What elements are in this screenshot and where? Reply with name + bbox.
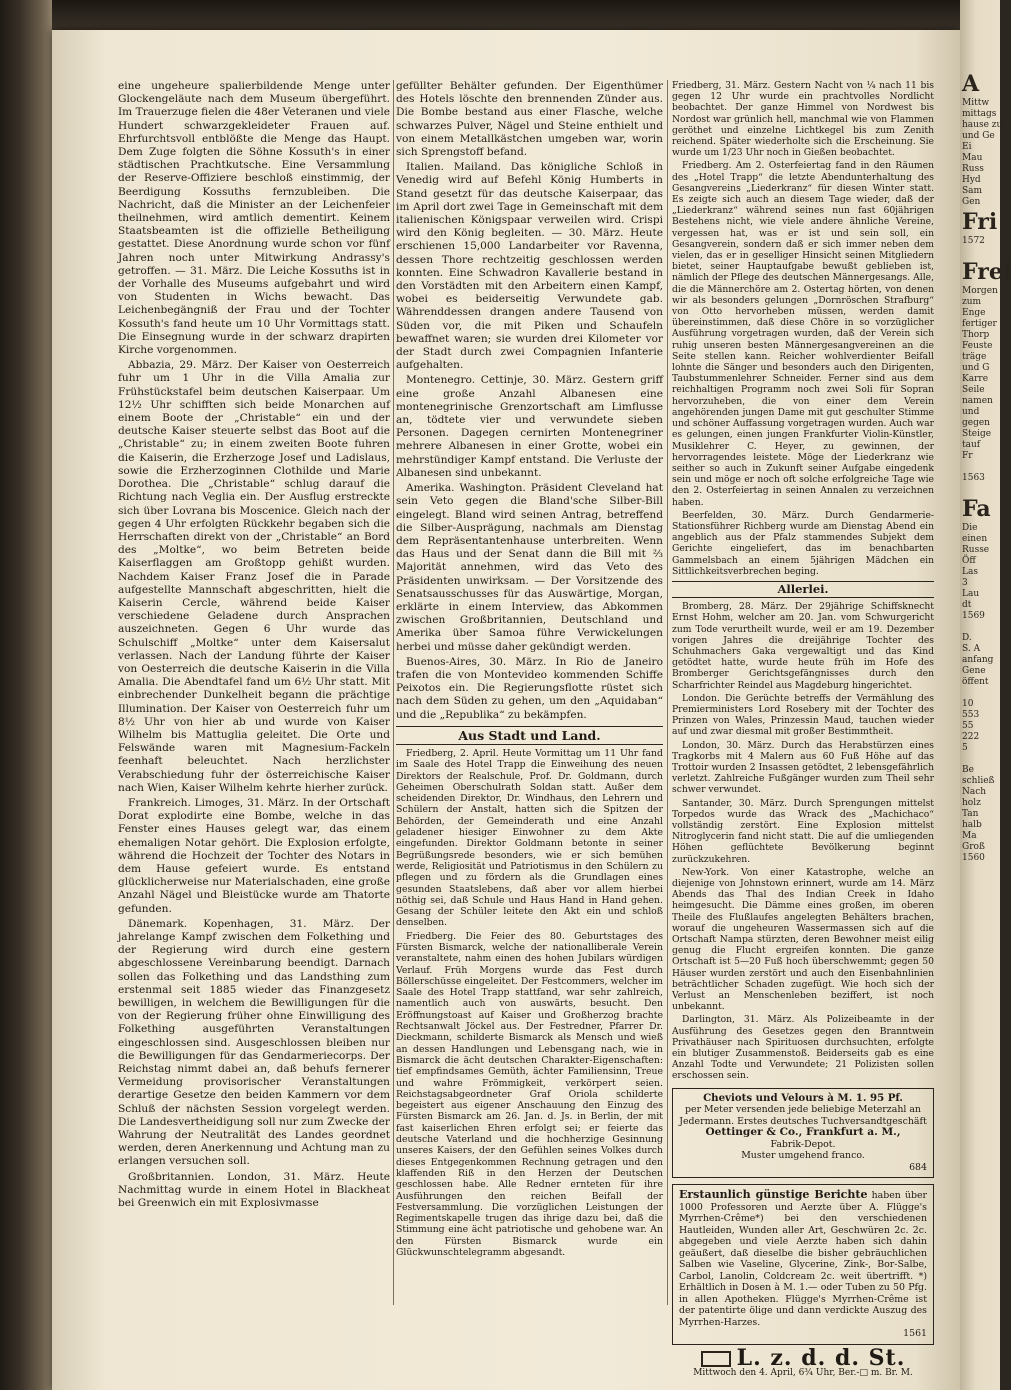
adjacent-page-fragment: einen [962, 534, 988, 544]
adjacent-page-fragment: holz [962, 798, 981, 808]
adjacent-page-fragment: Russe [962, 545, 990, 555]
article-paragraph: Friedberg. Die Feier des 80. Geburtstages des Fürsten Bismarck, welche der nationalliberale Verein veranstaltete, nahm einen des hohen Jubilars würdigen Verlauf. Früh Morgens wurde das Fest durch Böllerschüsse eingeleitet. Der Festcommers, welcher im Saale des Hotel Trapp stattfand, war sehr zahlreich, namentlich auch von auswärts, besucht. Den Eröffnungstoast auf Kaiser und Großherzog brachte Rechtsanwalt Jöckel aus. Der Festredner, Pfarrer Dr. Dieckmann, schilderte Bismarck als Mensch und wieß an dessen Handlungen und Lebensgang nach, wie in Bismarck die ächt deutschen Charakter-Eigenschaften: tief empfindsames Gemüth, ächter Familiensinn, Treue und wahre Frömmigkeit, verkörpert seien. Reichstagsabgeordneter Graf Oriola schilderte begeistert aus eigener Anschauung den Einzug des Fürsten Bismarck am 26. Jan. d. Js. in Berlin, der mit fast kaiserlichen Ehren erfolgt sei; er feierte das deutsche Vaterland und die hochherzige Gesinnung unseres Kaisers, der den Gefühlen seines Volkes durch dieses Entgegenkommen Rechnung getragen und den klaffenden Riß in den Herzen der Deutschen geschlossen habe. Alle Redner ernteten für ihre Ausführungen den reichen Beifall der Festversammlung. Die vorzüglichen Leistungen der Regimentskapelle trugen das ihrige dazu bei, daß die Stimmung eine ächt patriotische und gehobene war. An den Fürsten Bismarck wurde ein Glückwunschtelegramm abgesandt. [396, 930, 663, 1259]
article-paragraph: Amerika. Washington. Präsident Cleveland hat sein Veto gegen die Bland'sche Silber-Bill eingelegt. Bland wird seinen Antrag, betreffend die Silber-Ausprägung, nachmals am Dienstag dem Repräsentantenhause unterbreiten. Wenn das Haus und der Senat dann die Bill mit ⅔ Majorität annehmen, wird das Veto des Präsidenten unwirksam. — Der Vorsitzende des Senatsausschusses für das Auswärtige, Morgan, erklärte in einem Interview, das Abkommen zwischen Großbritannien, Deutschland und Amerika über Samoa führe Verwickelungen herbei und müsse daher gekündigt werden. [396, 482, 663, 653]
adjacent-page-fragment: 5 [962, 743, 968, 753]
column-2 [396, 80, 663, 1310]
ad-firm: Oettinger & Co., Frankfurt a. M., [705, 1126, 901, 1139]
adjacent-page-fragment: Sam [962, 186, 983, 196]
article-paragraph: Beerfelden, 30. März. Durch Gendarmerie-Stationsführer Richberg wurde am Dienstag Abend ein angeblich aus der Pfalz stammendes Subjekt dem Gerichte eingeliefert, das im benachbarten Gammelsbach an einem 5jährigen Mädchen ein Sittlichkeitsverbrechen beging. [672, 509, 934, 577]
article-paragraph: London, 30. März. Durch das Herabstürzen eines Tragkorbs mit 4 Malern aus 60 Fuß Höhe auf das Trottoir wurden 2 Insassen getödtet, 2 lebensgefährlich verletzt. Zahlreiche Fußgänger wurden zum Theil sehr schwer verwundet. [672, 739, 934, 796]
adjacent-page-fragment: Fa [962, 496, 991, 522]
adjacent-page-fragment: dt [962, 600, 972, 610]
adjacent-page-fragment: Die [962, 523, 978, 533]
ad-code: 684 [909, 1161, 927, 1173]
adjacent-page-fragment: Frei [962, 259, 1011, 285]
adjacent-page-fragment: 55 [962, 721, 974, 731]
adjacent-page-fragment: öffent [962, 677, 989, 687]
column-1 [118, 80, 390, 1310]
advertisement-myrrhen-creme [672, 1184, 934, 1345]
adjacent-page-fragment: Enge [962, 308, 986, 318]
lodge-notice [672, 1344, 934, 1371]
ad-title: Cheviots und Velours à M. 1. 95 Pf. [703, 1091, 903, 1104]
page-top-shadow [52, 0, 1000, 30]
adjacent-page-fragment: Feuste [962, 341, 993, 351]
adjacent-page-fragment: Hyd [962, 175, 981, 185]
adjacent-page-fragment: Gene [962, 666, 986, 676]
ad-text: per Meter versenden jede beliebige Meterzahl an Jedermann. Erstes deutsches Tuchversandtgeschäft [679, 1104, 927, 1127]
adjacent-page-fragment: mittags [962, 109, 997, 119]
adjacent-page-fragment: hause zu [962, 120, 1003, 130]
adjacent-page-fragment: 1572 [962, 236, 985, 246]
adjacent-page-fragment: und Ge [962, 131, 995, 141]
article-paragraph: Großbritannien. London, 31. März. Heute Nachmittag wurde in einem Hotel in Blackheat bei Greenwich ein mit Explosivmasse [118, 1170, 390, 1210]
adjacent-page-fragment: Russ [962, 164, 984, 174]
adjacent-page-fragment [962, 688, 1000, 699]
adjacent-page-fragment: Fri [962, 209, 998, 235]
adjacent-page-fragment: namen [962, 396, 993, 406]
ad-firm-sub: Fabrik-Depot. [770, 1138, 836, 1150]
article-paragraph: Santander, 30. März. Durch Sprengungen mittelst Torpedos wurde das Wrack des „Machichaco“ vollständig zerstört. Eine Explosion mittelst Nitroglycerin fand nicht statt. Die auf die umliegenden Höhen geflüchtete Bevölkerung beginnt zurückzukehren. [672, 797, 934, 865]
article-paragraph: Buenos-Aires, 30. März. In Rio de Janeiro trafen die von Montevideo kommenden Schiffe Peixotos ein. Die Regierungsflotte rüstet sich nach dem Süden zu gehen, um den „Aquidaban“ und die „Republika“ zu bekämpfen. [396, 655, 663, 721]
adjacent-page-fragment: fertiger [962, 319, 997, 329]
article-paragraph: eine ungeheure spalierbildende Menge unter Glockengeläute nach dem Museum übergeführt. Im Trauerzuge fielen die 48er Veteranen und viele Hundert schwarzgekleideter Frauen auf. Ehrfurchtsvoll entblößte die Menge das Haupt. Dem Zuge folgten die Söhne Kossuth's in einer städtischen Prachtkutsche. Eine Versammlung der Reserve-Offiziere beschloß einstimmig, der Beerdigung Kossuths fernzubleiben. Die Nachricht, daß die Minister an der Leichenfeier theilnehmen, wird amtlich dementirt. Keinem Staatsbeamten ist die offizielle Betheiligung gestattet. Diese Anordnung wurde schon vor fünf Jahren noch unter Mitwirkung Andrassy's getroffen. — 31. März. Die Leiche Kossuths ist in der Vorhalle des Museums aufgebahrt und wird von Studenten in Wichs bewacht. Das Leichenbegängniß der Frau und der Tochter Kossuth's fand heute um 10 Uhr Vormittags statt. Die Einsegnung wurde in der schwarz drapirten Kirche vorgenommen. [118, 80, 390, 357]
adjacent-page-fragment: tauf [962, 440, 981, 450]
notice-subtitle: Mittwoch den 4. April, 6¾ Uhr, Ber.-□ m. Br. M. [693, 1367, 913, 1378]
adjacent-page-fragment: Tan [962, 809, 979, 819]
adjacent-page-fragment: 222 [962, 732, 980, 742]
book-gutter [0, 0, 52, 1390]
section-heading-stadt-und-land: Aus Stadt und Land. [396, 726, 663, 745]
adjacent-page-fragment: Mittw [962, 98, 990, 108]
adjacent-page-fragment: Groß [962, 842, 985, 852]
article-paragraph: Abbazia, 29. März. Der Kaiser von Oesterreich fuhr um 1 Uhr in die Villa Amalia zur Frühstückstafel beim deutschen Kaiserpaar. Um 12½ Uhr schifften sich beide Monarchen auf einem Boote der „Christable“ ein und der deutsche Kaiser steuerte selbst das Boot auf die „Christable“ zu; in einem zweiten Boote fuhren die Kaiserin, die Erzherzoge Josef und Ladislaus, sowie die Erzherzoginnen Clothilde und Marie Dorothea. Die „Christable“ schlug darauf die Richtung nach Veglia ein. Der Ausflug erstreckte sich über Lovrana bis Moscenice. Gleich nach der gegen 4 Uhr erfolgten Rückkehr begaben sich die Herrschaften direkt von der „Christable“ an Bord des „Moltke“, wo beim Betreten beide Kaiserflaggen am Großtopp gehißt wurden. Nachdem Kaiser Franz Josef die in Parade aufgestellte Mannschaft abgeschritten, hielt die Kaiserin Cercle, während beide Kaiser verschiedene Geladene durch Ansprachen auszeichneten. Gegen 6 Uhr wurde das Schulschiff „Moltke“ unter dem Kaisersalut verlassen. Nach der Landung führte der Kaiser von Oesterreich die deutsche Kaiserin in die Villa Amalia. Die Abendtafel fand um 6½ Uhr statt. Mit einbrechender Dunkelheit begann die prächtige Illumination. Der Kaiser von Oesterreich fuhr um 8½ Uhr von hier ab und wurde von Kaiser Wilhelm bis Mattuglia geleitet. Die Orte und Felswände waren mit Magnesium-Fackeln feenhaft beleuchtet. Nach herzlichster Verabschiedung fuhr der österreichische Kaiser nach Wien, Kaiser Wilhelm kehrte hierher zurück. [118, 359, 390, 794]
adjacent-page-fragment: 10 [962, 699, 974, 709]
ad-code: 1561 [903, 1328, 927, 1340]
adjacent-page-fragment: und G [962, 363, 990, 373]
adjacent-page-fragment [962, 247, 1000, 258]
adjacent-page-text [962, 70, 1011, 1320]
adjacent-page-fragment: Ma [962, 831, 977, 841]
adjacent-page-fragment: anfang [962, 655, 994, 665]
advertisement-cheviots [672, 1088, 934, 1179]
article-paragraph: Frankreich. Limoges, 31. März. In der Ortschaft Dorat explodirte eine Bombe, welche in das Fenster eines Hauses gelegt war, das einem ehemaligen Notar gehört. Die Explosion erfolgte, während die Hochzeit der Tochter des Notars in dem Hause gefeiert wurde. Es entstand glücklicherweise nur Materialschaden, eine große Anzahl Nägel und Bleistücke wurde am Thatorte gefunden. [118, 796, 390, 915]
adjacent-page-fragment [962, 622, 1000, 633]
article-paragraph: Friedberg. Am 2. Osterfeiertag fand in den Räumen des „Hotel Trapp“ die letzte Abendunterhaltung des Gesangvereins „Liederkranz“ für diesen Winter statt. Es zeigte sich auch an diesem Tage wieder, daß der „Liederkranz“ während seines nun fast 60jährigen Bestehens nicht, wie viele andere ähnliche Vereine, vergessen hat, was er ist und sein soll, ein Gesangverein, sondern daß er sich immer neben dem vielen, das er in geselliger Hinsicht seinen Mitgliedern bietet, seiner Hauptaufgabe bewußt geblieben ist, nämlich der Pflege des deutschen Männergesangs. Alle, die die Männerchöre am 2. Ostertag hörten, von denen wir als besonders gelungen „Dornröschen Strafburg“ von Otto hervorheben müssen, werden damit übereinstimmen, daß diese Chöre in so vorzüglicher Ausführung vorgetragen wurden, daß der Verein sich ruhig unseren besten Männergesangvereinen an die Seite stellen kann. Reicher wohlverdienter Beifall lohnte die Sänger und besonders auch den Dirigenten, Taubstummenlehrer Schneider. Ferner sind aus dem reichhaltigen Programm noch zwei Soli für Sopran hervorzuheben, die von einer dem Verein angehörenden jungen Dame mit gut geschulter Stimme und schöner Auffassung vorgetragen wurden. Auch war es gelungen, einen jungen Frankfurter Violin-Künstler, Musiklehrer C. Heyer, zu gewinnen, der hervorragendes leistete. Möge der Liederkranz wie seither so auch in Zukunft seiner Aufgabe eingedenk sein und möge er noch oft solche erfolgreiche Tage wie den 2. Osterfeiertag in seinen Annalen zu verzeichnen haben. [672, 160, 934, 508]
adjacent-page-fragment: A [962, 71, 980, 97]
adjacent-page-fragment: schließ [962, 776, 995, 786]
adjacent-page-fragment: träge [962, 352, 987, 362]
adjacent-page-fragment: Öff [962, 556, 976, 566]
article-paragraph: Friedberg, 2. April. Heute Vormittag um 11 Uhr fand im Saale des Hotel Trapp die Einweihung des neuen Direktors der Realschule, Prof. Dr. Goldmann, durch Geheimen Oberschulrath Soldan statt. Außer dem scheidenden Direktor, Dr. Windhaus, den Lehrern und Schülern der Anstalt, hatten sich die Spitzen der Behörden, der Gemeinderath und eine Anzahl geladener hiesiger Einwohner zu dem Akte eingefunden. Direktor Goldmann betonte in seiner Begrüßungsrede besonders, wie er sich bemühen werde, Religiosität und Patriotismus in den Schülern zu pflegen und zu fördern als die Grundlagen eines gesunden Staatslebens, daß aber vor allem hierbei nöthig sei, daß Schule und Haus Hand in Hand gehen. Gesang der Schüler leitete den Akt ein und schloß denselben. [396, 747, 663, 929]
adjacent-page-fragment: zum [962, 297, 982, 307]
adjacent-page-fragment: 1563 [962, 473, 985, 483]
adjacent-page-fragment: S. A [962, 644, 981, 654]
adjacent-page-fragment: halb [962, 820, 982, 830]
adjacent-page-fragment: Fr [962, 451, 973, 461]
article-paragraph: gefüllter Behälter gefunden. Der Eigenthümer des Hotels löschte den brennenden Zünder aus. Die Bombe bestand aus einer Flasche, welche schwarzes Pulver, Nägel und Steine enthielt und von einem Metallkästchen umgeben war, worin sich Sprengstoff befand. [396, 80, 663, 159]
adjacent-page-fragment: Ei [962, 142, 972, 152]
adjacent-page-fragment [962, 462, 1000, 473]
adjacent-page-fragment: 553 [962, 710, 980, 720]
column-rule [667, 80, 668, 1305]
notice-title: L. z. d. d. St. [736, 1344, 906, 1371]
column-rule [393, 80, 394, 1305]
adjacent-page-fragment: Mau [962, 153, 983, 163]
adjacent-page-fragment: Lau [962, 589, 980, 599]
article-paragraph: New-York. Von einer Katastrophe, welche an diejenige von Johnstown erinnert, wurde am 14. März Abends das Thal des Indian Creek in Idaho heimgesucht. Die Dämme eines großen, im oberen Theile des Flußlaufes angelegten Behälters brachen, worauf die ungeheuren Wassermassen sich auf die Ortschaft Nampa stürzten, deren Bewohner meist eilig genug die Flucht ergreifen konnten. Die ganze Ortschaft ist 5—20 Fuß hoch überschwemmt; gegen 50 Häuser wurden zerstört und auch den Eisenbahnlinien beträchtlicher Schaden zugefügt. Wie hoch sich der Verlust an Menschenleben beziffert, ist noch unbekannt. [672, 866, 934, 1013]
adjacent-page-fragment: 1569 [962, 611, 985, 621]
article-paragraph: Dänemark. Kopenhagen, 31. März. Der jahrelange Kampf zwischen dem Folkething und der Regierung wird durch eine gestern abgeschlossene Vereinbarung beendigt. Darnach sollen das Folkething und das Landsthing zum erstenmal seit 1885 wieder das Finanzgesetz bewilligen, in welchem die Bewilligungen für die von der Regierung früher ohne Einwilligung des Folkething ausgeführten Veranstaltungen eingeschlossen sind. Ausgeschlossen bleiben nur die Bewilligungen für das Gendarmeriecorps. Der Reichstag nimmt dabei an, daß behufs fernerer Vermeidung provisorischer Veranstaltungen derartige Gesetze den beiden Kammern vor dem Schluß der nächsten Session vorgelegt werden. Die Landesvertheidigung soll nur zum Zwecke der Wahrung der Neutralität des Landes geordnet werden, deren Anerkennung und Achtung man zu erlangen versuchen soll. [118, 917, 390, 1168]
section-heading-allerlei: Allerlei. [672, 581, 934, 598]
adjacent-page-fragment: Gen [962, 197, 981, 207]
adjacent-page-fragment: Karre [962, 374, 989, 384]
article-paragraph: Friedberg, 31. März. Gestern Nacht von ¼ nach 11 bis gegen 12 Uhr wurde ein prachtvolles Nordlicht beobachtet. Der ganze Himmel von Nordwest bis Nordost war grünlich hell, manchmal wie von Flammen geröthet und einzelne Lichtkegel bis zum Zenith reichend. Später wiederholte sich die Erscheinung. Sie wurde um 1/23 Uhr noch in Gießen beobachtet. [672, 80, 934, 159]
article-paragraph: Bromberg, 28. März. Der 29jährige Schiffsknecht Ernst Hohm, welcher am 20. Jan. vom Schwurgericht zum Tode verurtheilt wurde, weil er am 19. Dezember vorigen Jahres die dreijährige Tochter des Schuhmachers Gaka vergewaltigt und das Kind getödtet hatte, wurde heute früh im Hofe des Bromberger Gerichtsgefängnisses durch den Scharfrichter Reindel aus Magdeburg hingerichtet. [672, 601, 934, 691]
article-paragraph: Italien. Mailand. Das königliche Schloß in Venedig wird auf Befehl König Humberts in Stand gesetzt für das deutsche Kaiserpaar, das im April dort zwei Tage in Gemeinschaft mit dem italienischen Königspaar verweilen wird. Crispi wird den König begleiten. — 30. März. Heute erschienen 15,000 Landarbeiter vor Ravenna, dessen Thore rechtzeitig geschlossen werden konnten. Eine Schwadron Kavallerie bestand in den Vorstädten mit den Arbeitern einen Kampf, wobei es beiderseitig Verwundete gab. Währenddessen drangen andere Tausend von Süden vor, die mit Piken und Schaufeln bewaffnet waren; sie wurden drei Kilometer vor der Stadt durch zwei Compagnien Infanterie aufgehalten. [396, 161, 663, 372]
article-paragraph: Darlington, 31. März. Als Polizeibeamte in der Ausführung des Gesetzes gegen den Branntwein Privathäuser nach Spirituosen durchsuchten, erfolgte ein blutiger Zusammenstoß. Beiderseits gab es eine Anzahl Todte und Verwundete; 21 Polizisten sollen erschossen sein. [672, 1014, 934, 1082]
adjacent-page-fragment: Thorp [962, 330, 990, 340]
adjacent-page-fragment: Seile [962, 385, 985, 395]
adjacent-page-fragment: Morgen [962, 286, 998, 296]
adjacent-page-fragment: 3 [962, 578, 968, 588]
ad-text: haben über 1000 Professoren und Aerzte über A. Flügge's Myrrhen-Crême*) bei den verschiedenen Hautleiden, Wunden aller Art, Geschwüren 2c. 2c. abgegeben und viele Aerzte haben sich dahin geäußert, daß dieselbe die bisher gebräuchlichen Salben wie Vaseline, Glycerine, Zink-, Bor-Salbe, Carbol, Lanolin, Coldcream 2c. weit übertrifft. *) Erhältlich in Dosen à M. 1.— oder Tuben zu 50 Pfg. in allen Apotheken. Flügge's Myrrhen-Crême ist der patentirte ölige und dann verdickte Auszug des Myrrhen-Harzes. [679, 1190, 927, 1328]
article-paragraph: London. Die Gerüchte betreffs der Vermählung des Premierministers Lord Rosebery mit der Tochter des Prinzen von Wales, Prinzessin Maud, tauchen wieder auf und zwar diesmal mit großer Bestimmtheit. [672, 692, 934, 738]
adjacent-page-fragment: Be [962, 765, 974, 775]
adjacent-page-fragment [962, 754, 1000, 765]
adjacent-page-fragment: und [962, 407, 980, 417]
square-symbol-icon [701, 1351, 731, 1367]
adjacent-page-fragment: Las [962, 567, 978, 577]
ad-lead: Erstaunlich günstige Berichte [679, 1188, 868, 1202]
adjacent-page-fragment [962, 484, 1000, 495]
adjacent-page-fragment: Steige [962, 429, 992, 439]
adjacent-page-fragment: Nach [962, 787, 987, 797]
adjacent-page-fragment: gegen [962, 418, 990, 428]
ad-note: Muster umgehend franco. [741, 1150, 865, 1162]
adjacent-page-fragment: D. [962, 633, 972, 643]
column-3 [672, 80, 934, 1378]
adjacent-page-fragment: 1560 [962, 853, 985, 863]
article-paragraph: Montenegro. Cettinje, 30. März. Gestern griff eine große Anzahl Albanesen eine montenegrinische Grenzortschaft am Limflusse an, tödtete vier und verwundete sieben Personen. Dagegen cernirten Montenegriner mehrere Albanesen in einer Grotte, wobei ein mehrstündiger Kampf entstand. Die Verluste der Albanesen sind unbekannt. [396, 374, 663, 479]
